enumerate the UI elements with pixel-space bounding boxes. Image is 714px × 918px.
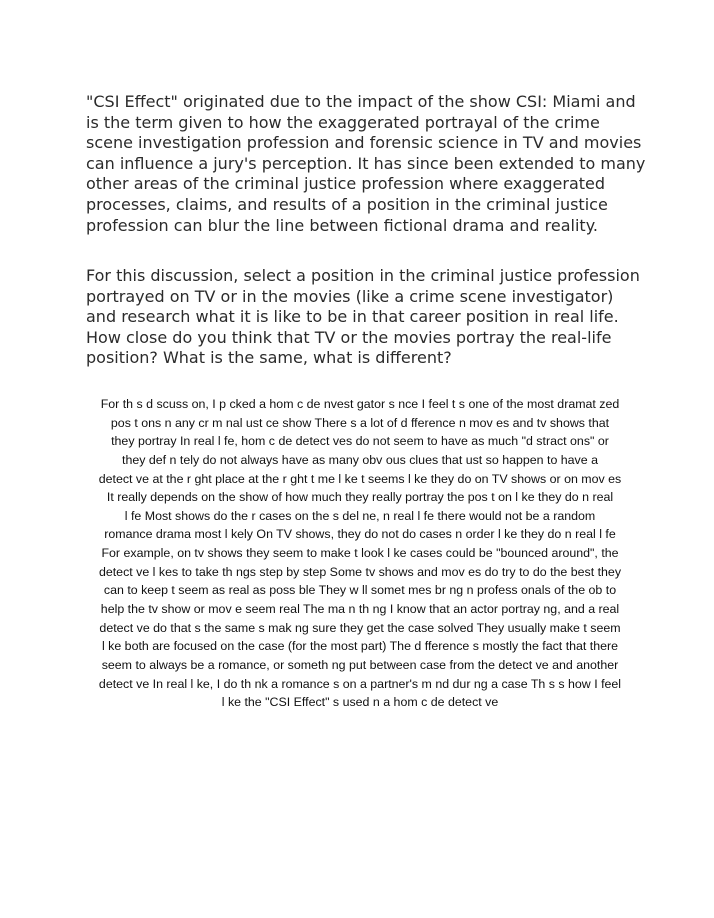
answer-line: detect ve l kes to take th ngs step by step Some tv shows and mov es do try to do the best they	[98, 564, 622, 579]
answer-line: help the tv show or mov e seem real The ma n th ng I know that an actor portray ng, and a real	[100, 602, 620, 617]
answer-line: It really depends on the show of how much they really portray the pos t on l ke they do n real	[106, 490, 614, 505]
prompt-paragraph-csi-effect: "CSI Effect" originated due to the impact of the show CSI: Miami and is the term given to how the exaggerated portrayal of the crime scene investigation profession and forensic science in TV and movies can influence a jury's perception. It has since been extended to many other areas of the criminal justice profession where exaggerated processes, claims, and results of a position in the criminal justice profession can blur the line between fictional drama and reality.	[86, 92, 646, 235]
answer-line: detect ve In real l ke, I do th nk a romance s on a partner's m nd dur ng a case Th s s how I feel	[98, 676, 622, 691]
answer-line: l ke both are focused on the case (for the most part) The d fference s mostly the fact that there	[101, 639, 619, 654]
answer-line: pos t ons n any cr m nal ust ce show There s a lot of d fference n mov es and tv shows that	[110, 415, 610, 430]
answer-line: they def n tely do not always have as many obv ous clues that ust so happen to have a	[122, 452, 598, 467]
answer-line: romance drama most l kely On TV shows, they do not do cases n order l ke they do n real l fe	[104, 527, 616, 542]
answer-line: detect ve do that s the same s mak ng sure they get the case solved They usually make t seem	[99, 620, 621, 635]
answer-line: detect ve at the r ght place at the r ght t me l ke t seems l ke they do on TV shows or on mov es	[98, 471, 622, 486]
answer-line: l ke the "CSI Effect" s used n a hom c de detect ve	[221, 695, 499, 710]
answer-line: can to keep t seem as real as poss ble They w ll somet mes br ng n profess onals of the ob to	[103, 583, 617, 598]
answer-line: For th s d scuss on, I p cked a hom c de nvest gator s nce I feel t s one of the most dramat zed	[100, 397, 620, 411]
answer-line: they portray In real l fe, hom c de detect ves do not seem to have as much "d stract ons" or	[111, 434, 609, 449]
student-answer-block	[80, 395, 640, 712]
answer-line: l fe Most shows do the r cases on the s del ne, n real l fe there would not be a random	[124, 508, 596, 523]
answer-line: For example, on tv shows they seem to make t look l ke cases could be "bounced around", the	[101, 546, 619, 561]
prompt-paragraph-discussion-question: For this discussion, select a position in the criminal justice profession portrayed on TV or in the movies (like a crime scene investigator) and research what it is like to be in that career position in real life. How close do you think that TV or the movies portray the real-life position? What is the same, what is different?	[86, 266, 640, 368]
answer-line: seem to always be a romance, or someth ng put between case from the detect ve and another	[101, 657, 619, 672]
